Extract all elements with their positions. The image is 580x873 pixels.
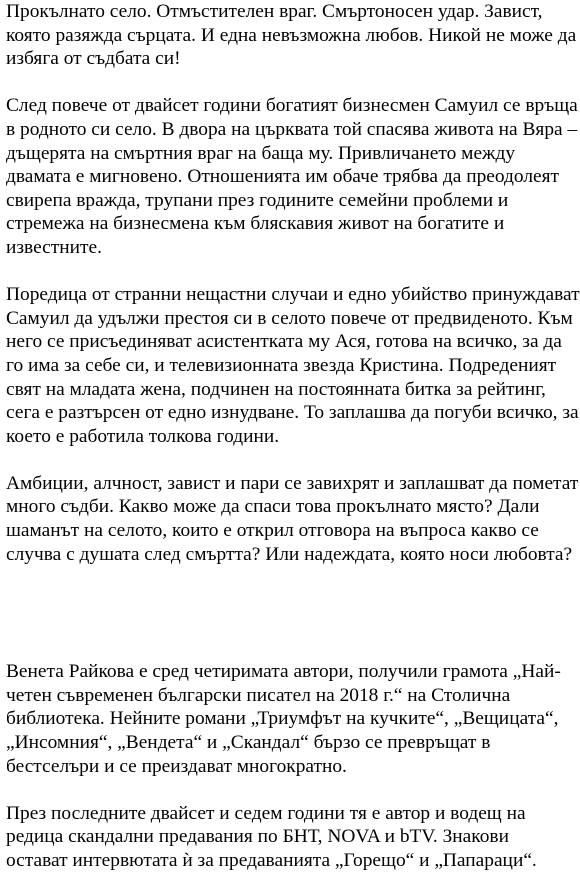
text-line: Венета Райкова е сред четиримата автори, получили грамота „Най- <box>6 661 561 683</box>
text-line: свят на младата жена, подчинен на постоянната битка за рейтинг, <box>6 378 546 400</box>
text-line: сега е разтърсен от едно изнудване. То заплашва да погуби всичко, за <box>6 402 579 424</box>
text-line: което е работила толкова години. <box>6 425 280 447</box>
text-line: Самуил да удължи престоя си в селото повече от предвиденото. Към <box>6 307 573 329</box>
synopsis-intro-paragraph <box>6 0 576 71</box>
text-line: го има за себе си, и телевизионната звезда Кристина. Подреденият <box>6 354 557 376</box>
text-line: Поредица от странни нещастни случаи и едно убийство принуждават <box>6 284 580 306</box>
text-line: него се присъединяват асистентката му Ася, готова на всичко, за да <box>6 331 562 353</box>
text-line: остават интервютата ѝ за предаванията „Горещо“ и „Папараци“. <box>6 850 537 871</box>
text-line: библиотека. Нейните романи „Триумфът на кучките“, „Вещицата“, <box>6 708 559 730</box>
text-line: четен съвременен български писател на 2018 г.“ на Столична <box>6 684 511 706</box>
text-line: избяга от съдбата си! <box>6 48 181 70</box>
text-line: бестселъри и се преиздават многократно. <box>6 755 347 777</box>
text-line: двамата е мигновено. Отношенията им обаче трябва да преодолеят <box>6 166 560 188</box>
text-line: дъщерята на смъртния враг на баща му. Привличането между <box>6 142 516 164</box>
synopsis-questions-paragraph <box>6 472 579 566</box>
text-line: стремежа на бизнесмена към бляскавия живот на богатите и <box>6 213 505 235</box>
text-line: шаманът на селото, които е открил отговора на въпроса какво се <box>6 520 539 542</box>
text-line: „Инсомния“, „Вендета“ и „Скандал“ бързо се превръщат в <box>6 732 491 754</box>
author-bio-paragraph <box>6 660 576 778</box>
text-line: свирепа вражда, трупани през годините семейни проблеми и <box>6 189 509 211</box>
text-line: известните. <box>6 236 102 258</box>
synopsis-events-paragraph <box>6 283 580 448</box>
author-career-paragraph <box>6 802 576 873</box>
text-line: През последните двайсет и седем години тя е автор и водещ на <box>6 802 526 824</box>
synopsis-plot-paragraph <box>6 94 576 259</box>
text-line: в родното си село. В двора на църквата той спасява живота на Вяра – <box>6 118 578 140</box>
document-page <box>6 0 580 873</box>
text-line: много съдби. Какво може да спаси това прокълнато място? Дали <box>6 496 540 518</box>
text-line: редица скандални предавания по БНТ, NOVA и bTV. Знакови <box>6 826 509 848</box>
text-line: Прокълнато село. Отмъстителен враг. Смъртоносен удар. Завист, <box>6 1 543 22</box>
text-line: случва с душата след смъртта? Или надеждата, която носи любовта? <box>6 543 573 565</box>
text-line: След повече от двайсет години богатият бизнесмен Самуил се връща <box>6 95 578 117</box>
text-line: която разяжда сърцата. И една невъзможна любов. Никой не може да <box>6 24 577 46</box>
text-line: Амбиции, алчност, завист и пари се завихрят и заплашват да пометат <box>6 472 579 494</box>
